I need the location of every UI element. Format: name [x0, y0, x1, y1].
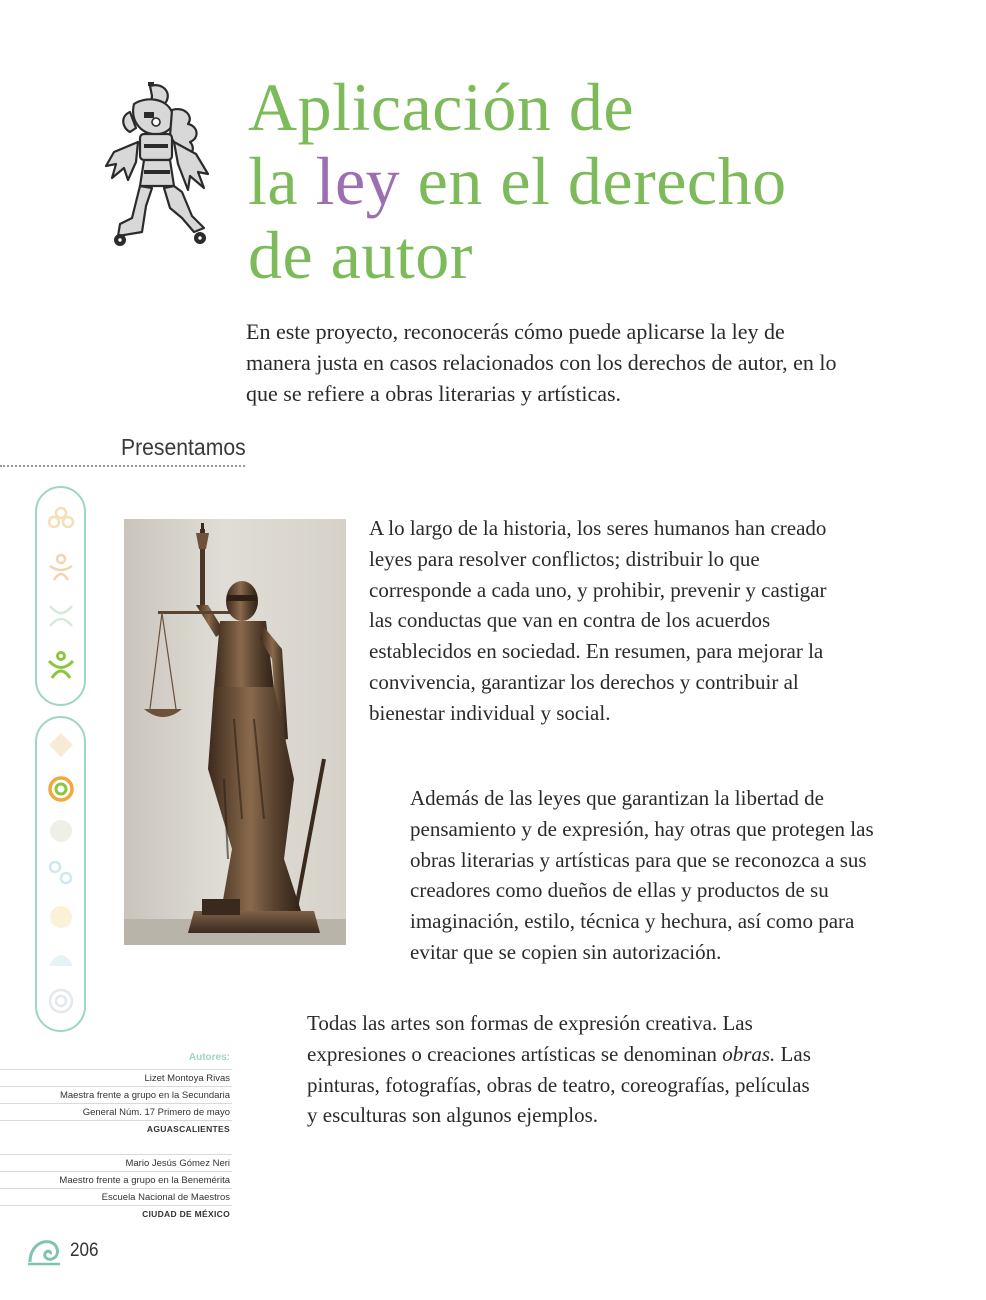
title-line-2c: en el derecho: [400, 143, 787, 219]
author-1-state: AGUASCALIENTES: [0, 1120, 232, 1137]
author-1-role-line-2: General Núm. 17 Primero de mayo: [0, 1103, 232, 1120]
author-2-name: Mario Jesús Gómez Neri: [0, 1154, 232, 1171]
diamond-icon[interactable]: [46, 730, 76, 760]
section-heading: Presentamos: [121, 434, 246, 460]
body-paragraph-2: Además de las leyes que garantizan la libertad de pensamiento y de expresión, hay otras que protegen las obras literarias y artísticas para que se reconozca a sus creadores como dueños de ellas y productos de su imaginación, estilo, técnica y hechura, así como para evitar que se copien sin autorización.: [410, 786, 874, 964]
sun-icon[interactable]: [46, 902, 76, 932]
author-2-state: CIUDAD DE MÉXICO: [0, 1205, 232, 1222]
title-line-3: de autor: [248, 217, 473, 293]
page-title: [248, 70, 948, 292]
star-figure-icon[interactable]: [46, 552, 76, 582]
sphere-icon[interactable]: [46, 816, 76, 846]
stage-nav-group-2: [35, 716, 86, 1032]
aztec-glyph-icon: [100, 82, 212, 252]
author-2-role-line-2: Escuela Nacional de Maestros: [0, 1188, 232, 1205]
spiral-logo-icon: [26, 1236, 62, 1266]
lady-justice-photo: [124, 519, 346, 945]
body-paragraph-3-part-b: Las pinturas, fotografías, obras de teatro, coreografías, películas y esculturas son algunos ejemplos.: [307, 1041, 811, 1128]
author-1-name: Lizet Montoya Rivas: [0, 1069, 232, 1086]
stage-nav-group-1: [35, 486, 86, 706]
section-divider: [0, 465, 245, 467]
emphasized-term: obras.: [722, 1041, 776, 1066]
body-paragraph-3: [307, 1008, 817, 1131]
author-1-role-line-1: Maestra frente a grupo en la Secundaria: [0, 1086, 232, 1103]
infinity-icon[interactable]: [46, 858, 76, 888]
authors-label: Autores:: [188, 1052, 230, 1063]
person-active-icon[interactable]: [46, 650, 76, 680]
target-icon[interactable]: [46, 986, 76, 1016]
page-number: 206: [70, 1240, 99, 1261]
author-2-role-line-1: Maestro frente a grupo en la Benemérita: [0, 1171, 232, 1188]
dome-icon[interactable]: [46, 944, 76, 974]
flower-icon[interactable]: [46, 504, 76, 534]
circle-figure-icon[interactable]: [46, 600, 76, 630]
body-paragraph-1: A lo largo de la historia, los seres humanos han creado leyes para resolver conflictos; distribuir lo que corresponde a cada uno, y prohibir, prevenir y castigar las conductas que van en contra de los acuerdos establecidos en sociedad. En resumen, para mejorar la convivencia, garantizar los derechos y contribuir al bienestar individual y social.: [369, 516, 827, 725]
spiral-active-icon[interactable]: [46, 774, 76, 804]
title-line-1: Aplicación de: [248, 69, 635, 145]
title-highlight-word: ley: [315, 143, 401, 219]
title-line-2a: la: [248, 143, 316, 219]
body-paragraph-3-part-a: Todas las artes son formas de expresión creativa. Las expresiones o creaciones artísticas se denominan: [307, 1011, 753, 1066]
lady-justice-statue-icon: [124, 519, 346, 945]
intro-paragraph: En este proyecto, reconocerás cómo puede aplicarse la ley de manera justa en casos relacionados con los derechos de autor, en lo que se refiere a obras literarias y artísticas.: [246, 319, 837, 406]
